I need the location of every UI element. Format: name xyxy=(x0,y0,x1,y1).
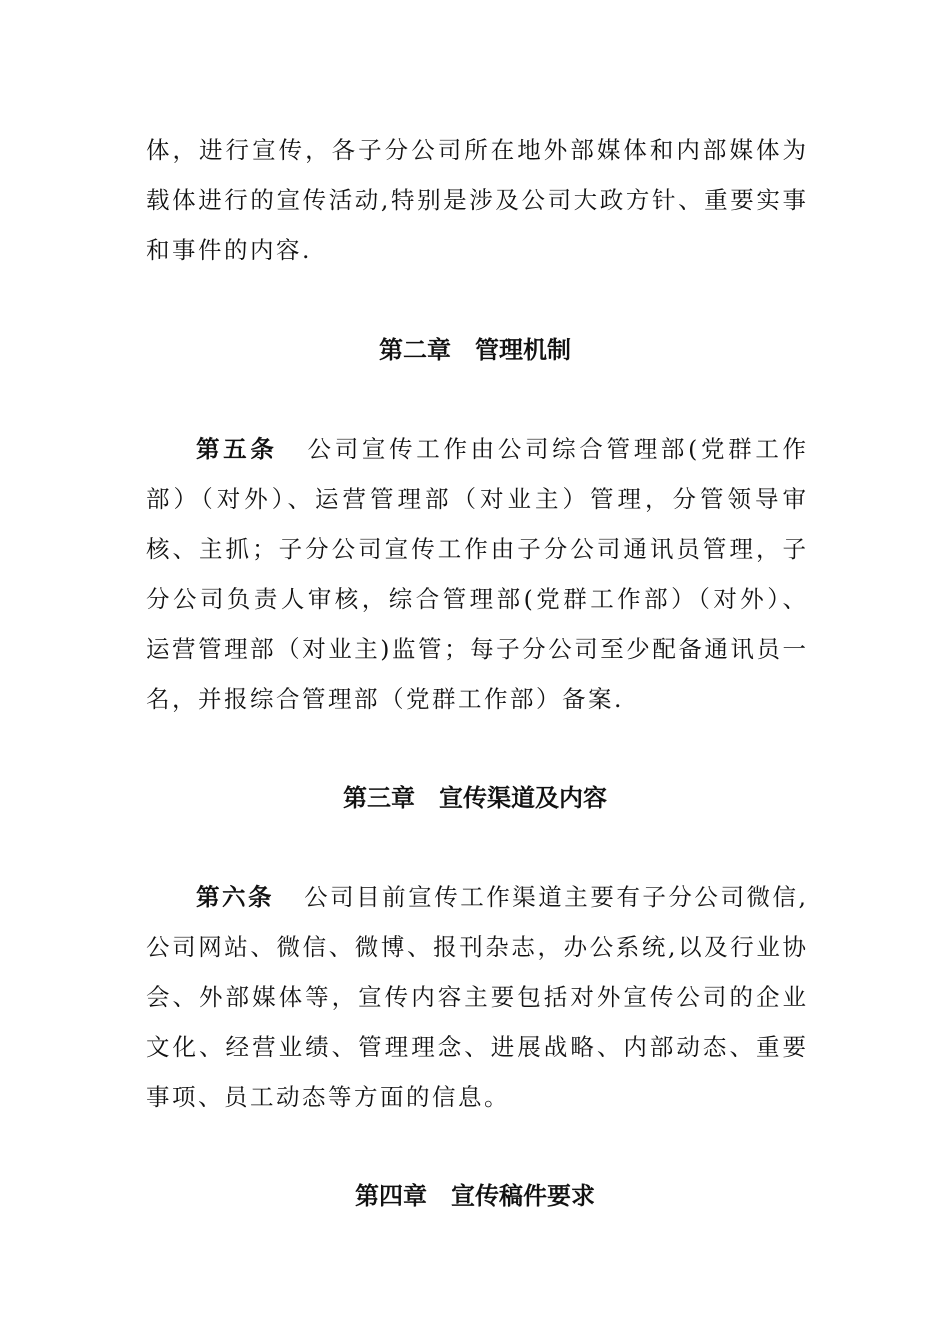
chapter-3-number: 第三章 xyxy=(343,784,415,812)
article-6-first-text: 公司目前宣传工作渠道主要有子分公司微信, xyxy=(304,883,806,911)
chapter-2-number: 第二章 xyxy=(379,336,451,364)
chapter-4-number: 第四章 xyxy=(355,1182,427,1210)
article-5-line-3: 核、主抓；子分公司宣传工作由子分公司通讯员管理，子 xyxy=(146,535,806,563)
chapter-3-heading xyxy=(0,783,950,813)
chapter-3-title: 宣传渠道及内容 xyxy=(439,784,607,812)
intro-line-2: 载体进行的宣传活动,特别是涉及公司大政方针、重要实事 xyxy=(146,186,806,214)
article-5-line-2: 部）（对外）、运营管理部（对业主）管理，分管领导审 xyxy=(146,485,806,513)
chapter-4-heading xyxy=(0,1181,950,1211)
article-6-line-4: 文化、经营业绩、管理理念、进展战略、内部动态、重要 xyxy=(146,1033,806,1061)
article-5-line-4: 分公司负责人审核，综合管理部(党群工作部）（对外）、 xyxy=(146,585,806,613)
article-6-first-line xyxy=(146,882,806,912)
article-6-line-2: 公司网站、微信、微博、报刊杂志，办公系统,以及行业协 xyxy=(146,933,806,961)
chapter-2-heading xyxy=(0,335,950,365)
article-5-first-line xyxy=(146,434,806,464)
article-6-line-5: 事项、员工动态等方面的信息。 xyxy=(146,1083,510,1111)
article-5-first-text: 公司宣传工作由公司综合管理部(党群工作 xyxy=(307,435,806,463)
article-6-label: 第六条 xyxy=(196,883,275,911)
chapter-4-title: 宣传稿件要求 xyxy=(451,1182,595,1210)
intro-line-1: 体，进行宣传，各子分公司所在地外部媒体和内部媒体为 xyxy=(146,136,806,164)
article-5-line-5: 运营管理部（对业主)监管；每子分公司至少配备通讯员一 xyxy=(146,635,806,663)
chapter-2-title: 管理机制 xyxy=(475,336,571,364)
article-5-line-6: 名，并报综合管理部（党群工作部）备案. xyxy=(146,685,624,713)
intro-line-3: 和事件的内容. xyxy=(146,236,312,264)
article-6-line-3: 会、外部媒体等，宣传内容主要包括对外宣传公司的企业 xyxy=(146,983,806,1011)
article-5-label: 第五条 xyxy=(196,435,278,463)
